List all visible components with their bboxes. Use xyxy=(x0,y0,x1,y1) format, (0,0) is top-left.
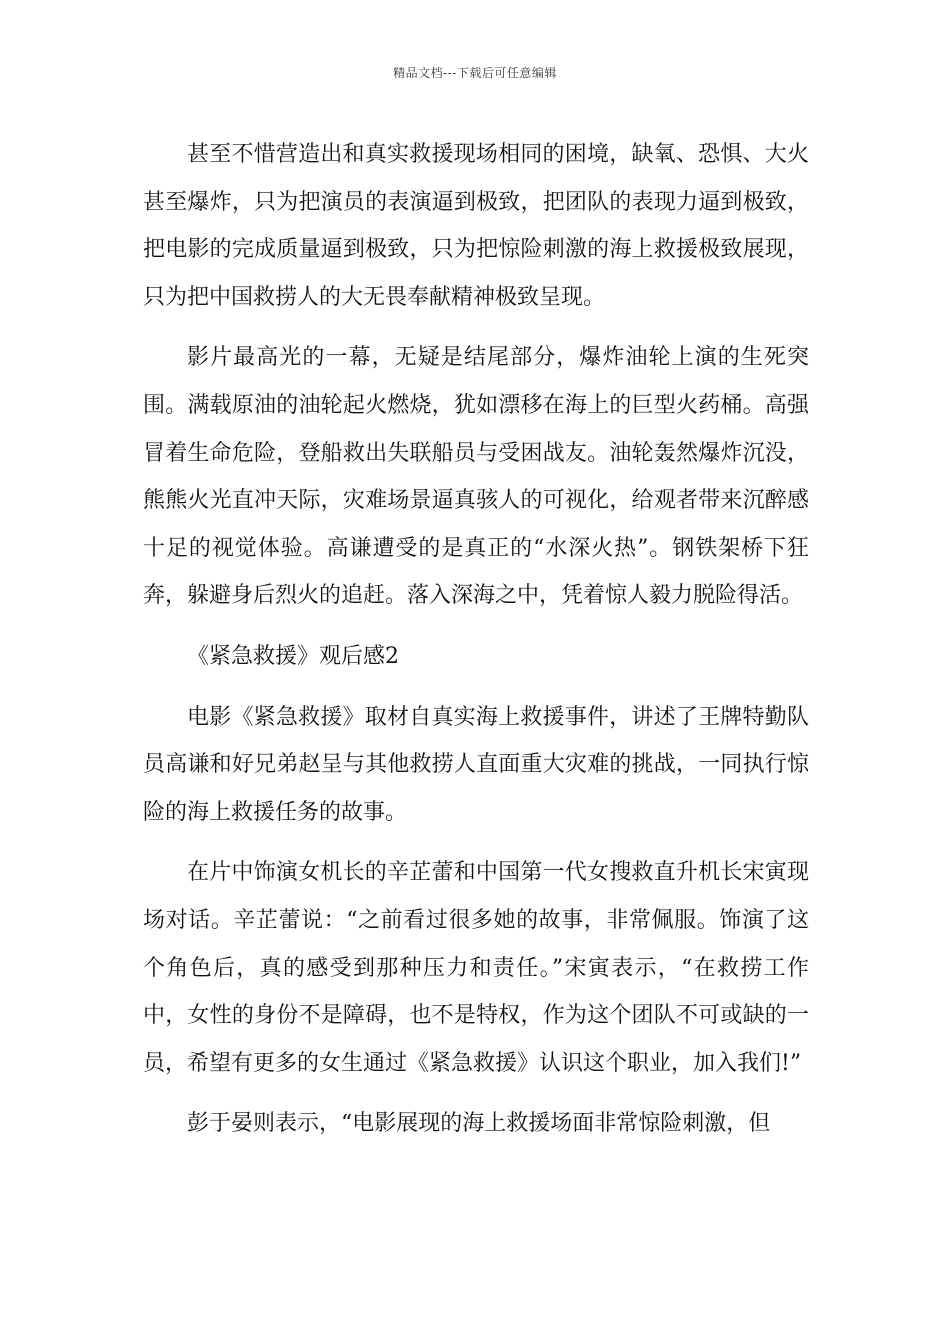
section-heading: 《紧急救援》观后感2 xyxy=(187,643,399,669)
page-header: 精品文档---下载后可任意编辑 xyxy=(393,66,557,80)
document-body xyxy=(143,131,809,1161)
paragraph-peng-yuyan: 彭于晏则表示，“电影展现的海上救援场面非常惊险刺激，但 xyxy=(187,1111,771,1137)
paragraph-rescue-scenes: 甚至不惜营造出和真实救援现场相同的困境，缺氧、恐惧、大火甚至爆炸，只为把演员的表演逼到极致，把团队的表现力逼到极致，把电影的完成质量逼到极致，只为把惊险刺激的海上救援极致展现，只为把中国救捞人的大无畏奉献精神极致呈现。 xyxy=(143,142,809,310)
paragraph-tanker-explosion: 影片最高光的一幕，无疑是结尾部分，爆炸油轮上演的生死突围。满载原油的油轮起火燃烧，犹如漂移在海上的巨型火药桶。高强冒着生命危险，登船救出失联船员与受困战友。油轮轰然爆炸沉没，熊熊火光直冲天际，灾难场景逼真骇人的可视化，给观者带来沉醉感十足的视觉体验。高谦遭受的是真正的“水深火热”。钢铁架桥下狂奔，躲避身后烈火的追赶。落入深海之中，凭着惊人毅力脱险得活。 xyxy=(143,345,809,609)
paragraph-pilot-dialogue: 在片中饰演女机长的辛芷蕾和中国第一代女搜救直升机长宋寅现场对话。辛芷蕾说：“之前看过很多她的故事，非常佩服。饰演了这个角色后，真的感受到那种压力和责任。”宋寅表示，“在救捞工作中，女性的身份不是障碍，也不是特权，作为这个团队不可或缺的一员，希望有更多的女生通过《紧急救援》认识这个职业，加入我们!” xyxy=(143,860,809,1076)
paragraph-film-summary: 电影《紧急救援》取材自真实海上救援事件，讲述了王牌特勤队员高谦和好兄弟赵呈与其他救捞人直面重大灾难的挑战，一同执行惊险的海上救援任务的故事。 xyxy=(143,704,809,825)
